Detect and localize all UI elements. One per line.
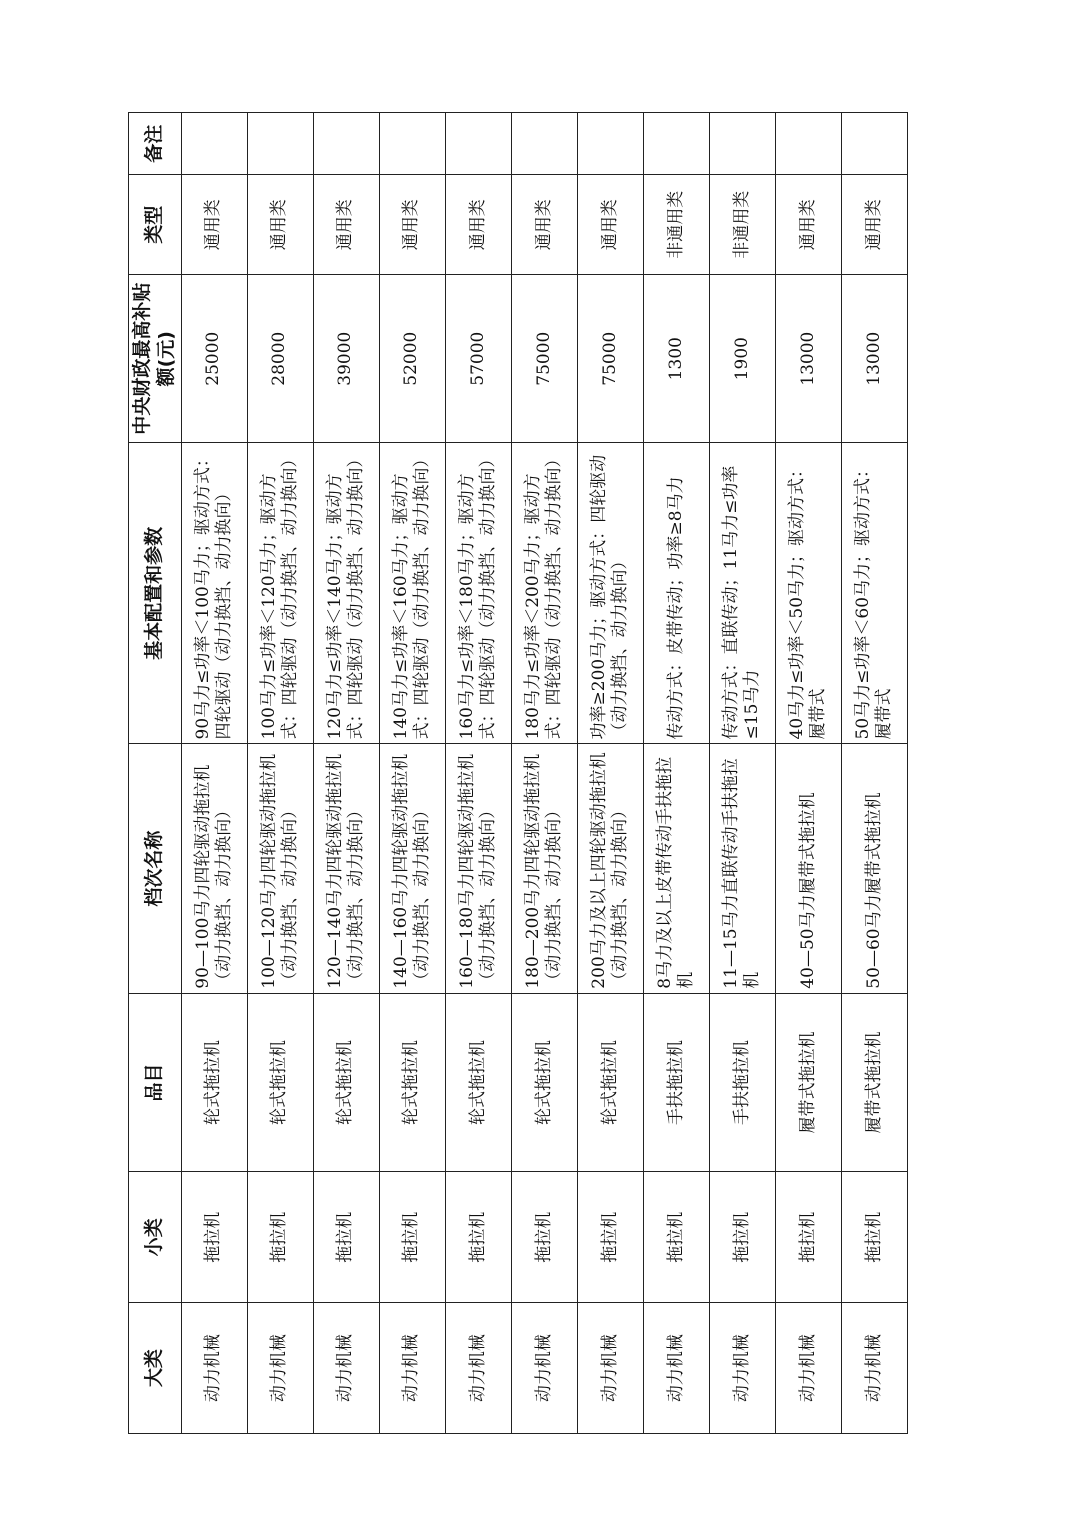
cell-subcategory: 拖拉机 bbox=[643, 1172, 709, 1303]
cell-type: 非通用类 bbox=[709, 175, 775, 275]
cell-grade: 50—60马力履带式拖拉机 bbox=[841, 744, 907, 993]
cell-config: 90马力≤功率＜100马力；驱动方式：四轮驱动（动力换挡、动力换向） bbox=[181, 443, 247, 744]
cell-category: 动力机械 bbox=[379, 1303, 445, 1434]
cell-grade: 200马力及以上四轮驱动拖拉机（动力换挡、动力换向） bbox=[577, 744, 643, 993]
cell-grade: 8马力及以上皮带传动手扶拖拉机 bbox=[643, 744, 709, 993]
cell-type: 通用类 bbox=[181, 175, 247, 275]
cell-subsidy: 75000 bbox=[577, 275, 643, 443]
cell-category: 动力机械 bbox=[511, 1303, 577, 1434]
cell-subsidy: 25000 bbox=[181, 275, 247, 443]
header-subcategory: 小类 bbox=[129, 1172, 182, 1303]
cell-type: 通用类 bbox=[511, 175, 577, 275]
cell-subsidy: 52000 bbox=[379, 275, 445, 443]
table-row bbox=[511, 113, 577, 1434]
table-row bbox=[379, 113, 445, 1434]
cell-config: 40马力≤功率＜50马力；驱动方式：履带式 bbox=[775, 443, 841, 744]
cell-remark bbox=[511, 113, 577, 175]
cell-type: 非通用类 bbox=[643, 175, 709, 275]
cell-item: 手扶拖拉机 bbox=[643, 993, 709, 1172]
header-item: 品目 bbox=[129, 993, 182, 1172]
cell-item: 手扶拖拉机 bbox=[709, 993, 775, 1172]
cell-item: 轮式拖拉机 bbox=[379, 993, 445, 1172]
subsidy-table-sheet bbox=[128, 112, 908, 1434]
cell-type: 通用类 bbox=[577, 175, 643, 275]
header-grade: 档次名称 bbox=[129, 744, 182, 993]
cell-type: 通用类 bbox=[313, 175, 379, 275]
cell-subcategory: 拖拉机 bbox=[181, 1172, 247, 1303]
header-type: 类型 bbox=[129, 175, 182, 275]
cell-category: 动力机械 bbox=[247, 1303, 313, 1434]
cell-type: 通用类 bbox=[841, 175, 907, 275]
cell-remark bbox=[181, 113, 247, 175]
cell-category: 动力机械 bbox=[643, 1303, 709, 1434]
cell-subsidy: 75000 bbox=[511, 275, 577, 443]
cell-item: 轮式拖拉机 bbox=[247, 993, 313, 1172]
cell-subsidy: 13000 bbox=[775, 275, 841, 443]
cell-subcategory: 拖拉机 bbox=[841, 1172, 907, 1303]
cell-config: 160马力≤功率＜180马力；驱动方式：四轮驱动（动力换挡、动力换向） bbox=[445, 443, 511, 744]
cell-grade: 90—100马力四轮驱动拖拉机（动力换挡、动力换向） bbox=[181, 744, 247, 993]
table-row bbox=[445, 113, 511, 1434]
cell-config: 180马力≤功率＜200马力；驱动方式：四轮驱动（动力换挡、动力换向） bbox=[511, 443, 577, 744]
cell-subcategory: 拖拉机 bbox=[379, 1172, 445, 1303]
cell-item: 轮式拖拉机 bbox=[445, 993, 511, 1172]
cell-remark bbox=[445, 113, 511, 175]
cell-category: 动力机械 bbox=[709, 1303, 775, 1434]
cell-category: 动力机械 bbox=[577, 1303, 643, 1434]
cell-config: 传动方式：直联传动；11马力≤功率≤15马力 bbox=[709, 443, 775, 744]
header-subsidy: 中央财政最高补贴额(元) bbox=[129, 275, 182, 443]
cell-type: 通用类 bbox=[379, 175, 445, 275]
cell-remark bbox=[313, 113, 379, 175]
cell-grade: 140—160马力四轮驱动拖拉机（动力换挡、动力换向） bbox=[379, 744, 445, 993]
cell-item: 履带式拖拉机 bbox=[841, 993, 907, 1172]
subsidy-table bbox=[128, 112, 908, 1434]
cell-subsidy: 13000 bbox=[841, 275, 907, 443]
cell-subcategory: 拖拉机 bbox=[577, 1172, 643, 1303]
header-category: 大类 bbox=[129, 1303, 182, 1434]
cell-item: 轮式拖拉机 bbox=[181, 993, 247, 1172]
cell-grade: 180—200马力四轮驱动拖拉机（动力换挡、动力换向） bbox=[511, 744, 577, 993]
cell-remark bbox=[709, 113, 775, 175]
table-row bbox=[577, 113, 643, 1434]
table-row bbox=[841, 113, 907, 1434]
cell-config: 100马力≤功率＜120马力；驱动方式：四轮驱动（动力换挡、动力换向） bbox=[247, 443, 313, 744]
cell-remark bbox=[643, 113, 709, 175]
table-row bbox=[181, 113, 247, 1434]
cell-subcategory: 拖拉机 bbox=[775, 1172, 841, 1303]
cell-config: 140马力≤功率＜160马力；驱动方式：四轮驱动（动力换挡、动力换向） bbox=[379, 443, 445, 744]
cell-grade: 100—120马力四轮驱动拖拉机（动力换挡、动力换向） bbox=[247, 744, 313, 993]
cell-remark bbox=[247, 113, 313, 175]
table-row bbox=[643, 113, 709, 1434]
header-remark: 备注 bbox=[129, 113, 182, 175]
cell-grade: 120—140马力四轮驱动拖拉机（动力换挡、动力换向） bbox=[313, 744, 379, 993]
cell-subcategory: 拖拉机 bbox=[313, 1172, 379, 1303]
cell-subsidy: 39000 bbox=[313, 275, 379, 443]
cell-config: 50马力≤功率＜60马力；驱动方式：履带式 bbox=[841, 443, 907, 744]
cell-subsidy: 1900 bbox=[709, 275, 775, 443]
cell-subcategory: 拖拉机 bbox=[709, 1172, 775, 1303]
cell-subcategory: 拖拉机 bbox=[247, 1172, 313, 1303]
cell-grade: 40—50马力履带式拖拉机 bbox=[775, 744, 841, 993]
cell-type: 通用类 bbox=[445, 175, 511, 275]
cell-remark bbox=[775, 113, 841, 175]
cell-category: 动力机械 bbox=[841, 1303, 907, 1434]
cell-subsidy: 57000 bbox=[445, 275, 511, 443]
cell-grade: 11—15马力直联传动手扶拖拉机 bbox=[709, 744, 775, 993]
table-row bbox=[709, 113, 775, 1434]
table-header-row bbox=[129, 113, 182, 1434]
cell-remark bbox=[379, 113, 445, 175]
cell-config: 传动方式：皮带传动；功率≥8马力 bbox=[643, 443, 709, 744]
cell-item: 履带式拖拉机 bbox=[775, 993, 841, 1172]
cell-grade: 160—180马力四轮驱动拖拉机（动力换挡、动力换向） bbox=[445, 744, 511, 993]
table-row bbox=[247, 113, 313, 1434]
cell-item: 轮式拖拉机 bbox=[577, 993, 643, 1172]
cell-item: 轮式拖拉机 bbox=[511, 993, 577, 1172]
cell-config: 功率≥200马力；驱动方式：四轮驱动（动力换挡、动力换向） bbox=[577, 443, 643, 744]
cell-category: 动力机械 bbox=[181, 1303, 247, 1434]
cell-type: 通用类 bbox=[247, 175, 313, 275]
cell-item: 轮式拖拉机 bbox=[313, 993, 379, 1172]
table-row bbox=[313, 113, 379, 1434]
cell-remark bbox=[577, 113, 643, 175]
cell-category: 动力机械 bbox=[313, 1303, 379, 1434]
cell-config: 120马力≤功率＜140马力；驱动方式：四轮驱动（动力换挡、动力换向） bbox=[313, 443, 379, 744]
cell-remark bbox=[841, 113, 907, 175]
cell-category: 动力机械 bbox=[775, 1303, 841, 1434]
cell-subsidy: 1300 bbox=[643, 275, 709, 443]
cell-category: 动力机械 bbox=[445, 1303, 511, 1434]
header-config: 基本配置和参数 bbox=[129, 443, 182, 744]
cell-subcategory: 拖拉机 bbox=[511, 1172, 577, 1303]
cell-subcategory: 拖拉机 bbox=[445, 1172, 511, 1303]
table-row bbox=[775, 113, 841, 1434]
cell-subsidy: 28000 bbox=[247, 275, 313, 443]
cell-type: 通用类 bbox=[775, 175, 841, 275]
